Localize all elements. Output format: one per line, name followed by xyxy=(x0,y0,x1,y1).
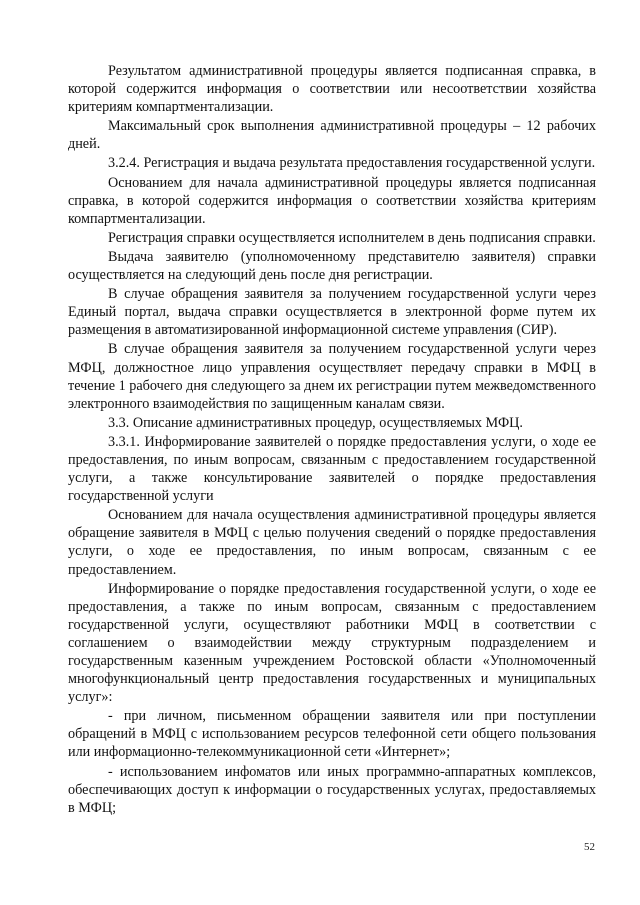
paragraph-result: Результатом административной процедуры является подписанная справка, в которой содержится информация о соответствии или несоответствии хозяйства критериям компартментализации. xyxy=(68,63,596,116)
paragraph-max-term: Максимальный срок выполнения административной процедуры – 12 рабочих дней. xyxy=(68,118,596,153)
section-heading-3-3-1: 3.3.1. Информирование заявителей о порядке предоставления услуги, о ходе ее предоставления, по иным вопросам, связанным с предоставлением государственной услуги, а также консультирование заявителей о порядке предоставления государственной услуги xyxy=(68,433,596,505)
paragraph-unified-portal: В случае обращения заявителя за получением государственной услуги через Единый портал, выдача справки осуществляется в электронной форме путем их размещения в автоматизированной информационной системе управления (СИР). xyxy=(68,286,596,339)
section-heading-3-3: 3.3. Описание административных процедур, осуществляемых МФЦ. xyxy=(108,414,523,431)
list-item-infomats: - использованием инфоматов или иных программно-аппаратных комплексов, обеспечивающих доступ к информации о государственных услугах, предоставляемых в МФЦ; xyxy=(68,763,596,816)
page-number: 52 xyxy=(584,841,595,853)
paragraph-informing: Информирование о порядке предоставления государственной услуги, о ходе ее предоставления, а также по иным вопросам, связанным с предоставлением государственной услуги, осуществляют работники МФЦ в соответствии с соглашением о взаимодействии между структурным подразделением и государственным казенным учреждением Ростовской области «Уполномоченный многофункциональный центр предоставления государственных и муниципальных услуг»: xyxy=(68,580,596,706)
section-heading-3-2-4: 3.2.4. Регистрация и выдача результата предоставления государственной услуги. xyxy=(108,155,596,172)
document-page xyxy=(68,62,596,818)
list-item-personal-appeal: - при личном, письменном обращении заявителя или при поступлении обращений в МФЦ с использованием ресурсов телефонной сети общего пользования или информационно-телекоммуникационной сети «Интернет»; xyxy=(68,708,596,761)
paragraph-issuance: Выдача заявителю (уполномоченному представителю заявителя) справки осуществляется на следующий день после дня регистрации. xyxy=(68,248,596,284)
paragraph-mfc-transfer: В случае обращения заявителя за получением государственной услуги через МФЦ, должностное лицо управления осуществляет передачу справки в МФЦ в течение 1 рабочего дня следующего за днем их регистрации путем межведомственного электронного взаимодействия по защищенным каналам связи. xyxy=(68,341,597,412)
paragraph-mfc-basis: Основанием для начала осуществления административной процедуры является обращение заявителя в МФЦ с целью получения сведений о порядке предоставления услуги, о ходе ее предоставления, по иным вопросам, связанным с ее предоставлением. xyxy=(68,507,596,578)
paragraph-registration: Регистрация справки осуществляется исполнителем в день подписания справки. xyxy=(108,229,596,246)
paragraph-basis: Основанием для начала административной процедуры является подписанная справка, в которой содержится информация о соответствии хозяйства критериям компартментализации. xyxy=(68,174,596,227)
